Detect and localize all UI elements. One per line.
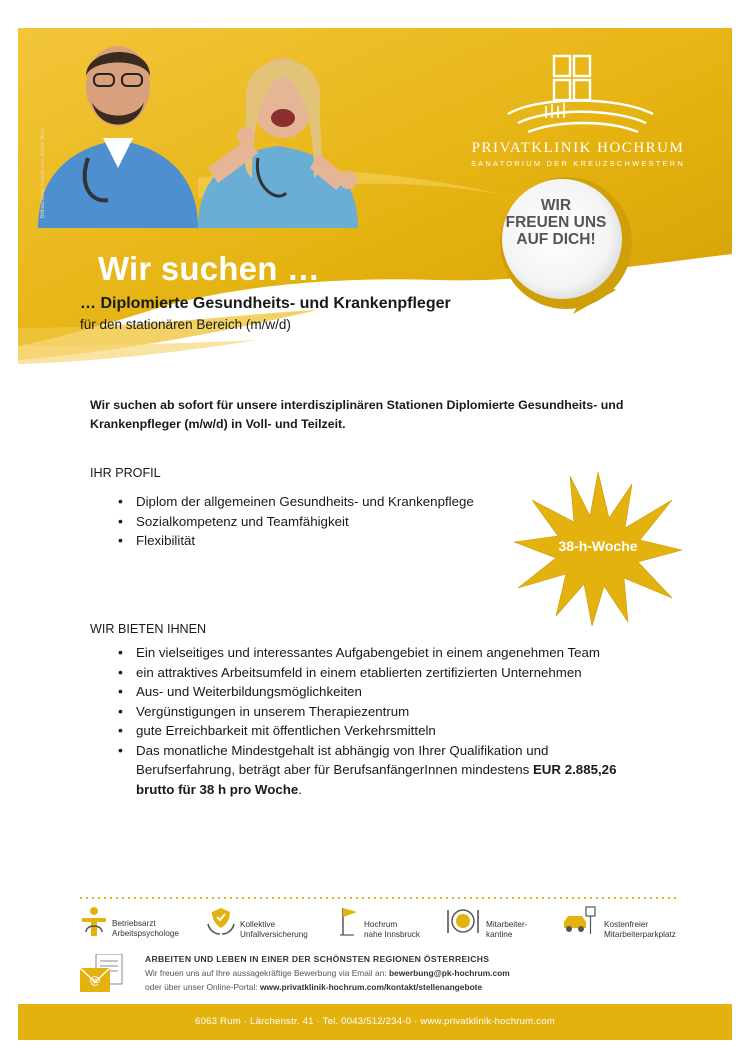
benefit-label: Hochrum nahe Innsbruck [364, 920, 420, 939]
address-line: 6063 Rum · Lärchenstr. 41 · Tel. 0043/512/234-0 · www.privatklinik-hochrum.com [195, 1016, 555, 1027]
welcome-bubble [500, 197, 612, 248]
list-item: • ein attraktives Arbeitsumfeld in einem etablierten zertifizierten Unternehmen [110, 663, 650, 683]
job-title: … Diplomierte Gesundheits- und Krankenpfleger [80, 295, 451, 312]
clinic-logo-icon [448, 48, 708, 138]
benefit-label: Kollektive Unfallversicherung [240, 920, 308, 939]
footer-bar [18, 1004, 732, 1040]
list-item: • Ein vielseitiges und interessantes Aufgabengebiet in einem angenehmen Team [110, 643, 650, 663]
footer-heading: ARBEITEN UND LEBEN IN EINER DER SCHÖNSTEN REGIONEN ÖSTERREICHS [145, 954, 490, 964]
list-item: • Flexibilität [110, 531, 530, 551]
list-item: • Vergünstigungen in unserem Therapiezentrum [110, 702, 650, 722]
clinic-subtitle: SANATORIUM DER KREUZSCHWESTERN [470, 159, 686, 168]
flag-icon [340, 906, 360, 936]
benefit-item [446, 906, 546, 940]
mail-icon [80, 954, 126, 992]
list-item: • Aus- und Weiterbildungsmöglichkeiten [110, 682, 650, 702]
car-parking-icon [562, 906, 598, 936]
plate-icon [446, 906, 480, 936]
photo-credit: Bildnachweis: Freepik.com, Adobe Stock [40, 127, 46, 218]
salary-end: . [298, 781, 302, 797]
svg-text:@: @ [89, 974, 101, 987]
benefit-label: Kostenfreier Mitarbeiterparkplatz [604, 920, 676, 939]
clinic-name: PRIVATKLINIK HOCHRUM [471, 140, 685, 156]
bubble-line: WIR [540, 197, 572, 214]
bubble-line: AUF DICH! [516, 231, 596, 248]
profil-heading: IHR PROFIL [90, 466, 161, 480]
headline: Wir suchen … [98, 250, 321, 287]
header-banner [18, 28, 732, 364]
doctor-icon [80, 906, 108, 936]
star-label: 38-h-Woche [558, 538, 638, 554]
profil-list [110, 492, 530, 551]
benefit-item [206, 906, 326, 940]
benefit-item [562, 906, 687, 940]
benefit-item [80, 906, 190, 940]
footer-email-line: Wir freuen uns auf Ihre aussagekräftige Bewerbung via Email an: bewerbung@pk-hochrum.com [145, 968, 510, 978]
intro-paragraph: Wir suchen ab sofort für unsere interdisziplinären Stationen Diplomierte Gesundheits- und Krankenpfleger (m/w/d) in Voll- und Teilzeit. [90, 398, 624, 431]
benefit-label: Mitarbeiter- kantine [486, 920, 528, 939]
offer-list [110, 643, 650, 799]
email-link[interactable]: bewerbung@pk-hochrum.com [388, 968, 510, 978]
shield-hands-icon [206, 906, 236, 936]
list-item: • Sozialkompetenz und Teamfähigkeit [110, 512, 530, 532]
list-item: • Diplom der allgemeinen Gesundheits- und Krankenpflege [110, 492, 530, 512]
salary-text: Das monatliche Mindestgehalt ist abhängig von Ihrer Qualifikation und Berufserfahrung, beträgt aber für BerufsanfängerInnen mindestens [136, 742, 549, 777]
offer-heading: WIR BIETEN IHNEN [90, 622, 207, 636]
dotted-divider [78, 897, 678, 899]
benefit-item [340, 906, 440, 940]
bubble-line: FREUEN UNS [505, 214, 607, 231]
nurses-photo [18, 28, 378, 228]
clinic-logo [448, 48, 708, 168]
portal-link[interactable]: www.privatklinik-hochrum.com/kontakt/stellenangebote [260, 982, 483, 992]
list-item-salary [110, 741, 650, 800]
benefit-label: Betriebsarzt Arbeitspsychologe [112, 919, 179, 938]
list-item: • gute Erreichbarkeit mit öffentlichen Verkehrsmitteln [110, 721, 650, 741]
salary-amount: EUR 2.885,26 brutto für 38 h pro Woche [136, 762, 617, 797]
footer-portal-line: oder über unser Online-Portal: www.privatklinik-hochrum.com/kontakt/stellenangebote [145, 982, 483, 992]
job-subtitle: für den stationären Bereich (m/w/d) [80, 317, 291, 332]
